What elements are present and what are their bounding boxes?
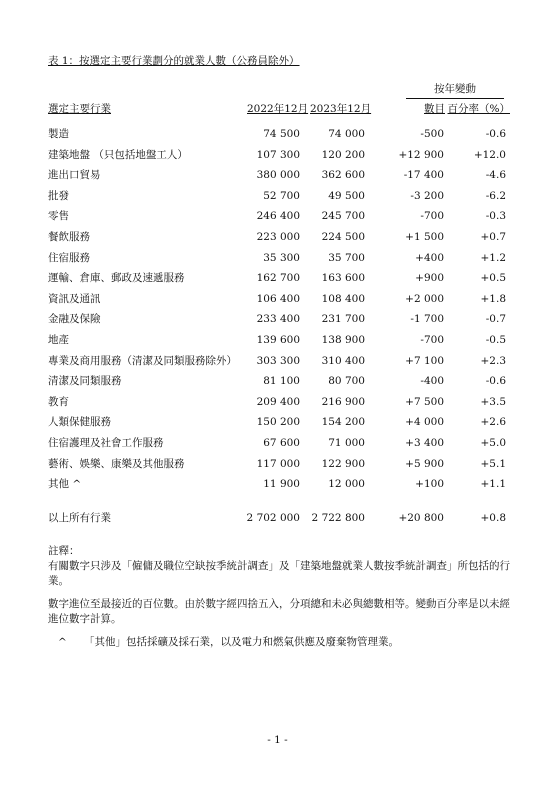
row-change-percent: -6.2 [485, 189, 506, 202]
column-header-change-number: 數目 [424, 103, 445, 115]
row-industry: 進出口貿易 [48, 169, 101, 182]
row-change-percent: +1.1 [480, 478, 506, 491]
row-value-2022: 209 400 [256, 395, 300, 408]
column-header-2023: 2023年12月 [310, 103, 372, 115]
row-change-number: +1 500 [405, 231, 444, 243]
table-title: 表 1：按選定主要行業劃分的就業人數（公務員除外） [48, 55, 300, 67]
row-industry: 教育 [48, 395, 69, 408]
row-value-2022: 35 300 [263, 251, 300, 264]
row-value-2023: 80 700 [328, 375, 365, 388]
table-row [0, 292, 555, 306]
row-value-2022: 303 300 [256, 354, 300, 367]
table-row [0, 230, 555, 244]
row-change-percent: -0.7 [485, 313, 506, 326]
column-header-2022: 2022年12月 [247, 103, 309, 115]
row-change-number: -700 [420, 210, 444, 223]
row-change-number: -3 200 [410, 189, 444, 202]
row-change-number: +5 900 [405, 457, 444, 470]
row-change-number: +900 [415, 272, 444, 285]
row-value-2022: 106 400 [256, 292, 300, 305]
row-change-number: +2 000 [405, 292, 444, 305]
row-value-2023: 154 200 [321, 416, 365, 429]
row-change-number: +100 [415, 478, 444, 491]
row-value-2022: 81 100 [263, 375, 300, 388]
row-value-2022: 139 600 [256, 334, 300, 346]
table-row [0, 209, 555, 223]
row-value-2022: 150 200 [256, 416, 300, 429]
row-industry: 金融及保險 [48, 313, 101, 326]
caret-note-text: 「其他」包括採礦及採石業，以及電力和燃氣供應及廢棄物管理業。 [84, 636, 399, 648]
row-value-2022: 11 900 [263, 478, 300, 491]
row-change-percent: +3.5 [480, 395, 506, 408]
table-row [0, 312, 555, 326]
table-row [0, 168, 555, 182]
row-industry: 專業及商用服務（清潔及同類服務除外） [48, 354, 237, 367]
row-industry: 批發 [48, 189, 69, 202]
row-industry: 住宿服務 [48, 251, 90, 264]
row-value-2023: 35 700 [328, 251, 365, 264]
row-change-percent: +2.3 [480, 354, 506, 367]
row-value-2023: 163 600 [321, 272, 365, 285]
total-2022: 2 702 000 [246, 512, 300, 524]
row-change-percent: +1.8 [480, 292, 506, 305]
row-value-2023: 122 900 [321, 457, 365, 470]
note-caret [48, 635, 510, 650]
table-row [0, 374, 555, 388]
table-row [0, 415, 555, 429]
row-change-percent: -4.6 [485, 169, 506, 182]
column-header-industry: 選定主要行業 [48, 103, 111, 115]
row-change-percent: +5.1 [480, 457, 506, 470]
row-change-number: +3 400 [405, 437, 444, 449]
row-change-percent: -0.6 [485, 128, 506, 140]
row-industry: 清潔及同類服務 [48, 375, 122, 388]
table-row [0, 457, 555, 471]
row-value-2023: 108 400 [321, 292, 365, 305]
row-change-number: -500 [420, 128, 444, 140]
row-change-percent: -0.3 [485, 210, 506, 223]
row-value-2023: 310 400 [321, 354, 365, 367]
row-industry: 地產 [48, 334, 69, 346]
table-row [0, 271, 555, 285]
row-industry: 運輸、倉庫、郵政及速遞服務 [48, 272, 185, 285]
row-value-2023: 49 500 [328, 189, 365, 202]
row-value-2023: 224 500 [321, 231, 365, 243]
row-value-2022: 67 600 [263, 437, 300, 449]
row-value-2023: 362 600 [321, 169, 365, 182]
row-change-number: +4 000 [405, 416, 444, 429]
table-row [0, 251, 555, 265]
row-change-number: +12 900 [398, 148, 444, 161]
row-change-number: +400 [415, 251, 444, 264]
total-2023: 2 722 800 [311, 512, 365, 524]
row-change-number: -400 [420, 375, 444, 388]
row-change-percent: +0.5 [480, 272, 506, 285]
row-change-number: -1 700 [410, 313, 444, 326]
row-change-number: +7 500 [405, 395, 444, 408]
row-change-percent: +1.2 [480, 251, 506, 264]
row-change-percent: +2.6 [480, 416, 506, 429]
row-industry: 藝術、娛樂、康樂及其他服務 [48, 457, 185, 470]
table-row [0, 148, 555, 162]
notes-section [48, 544, 510, 650]
row-change-percent: +12.0 [473, 148, 506, 161]
row-value-2022: 380 000 [256, 169, 300, 182]
row-value-2022: 223 000 [256, 231, 300, 243]
year-on-year-change-header: 按年變動 [406, 83, 504, 99]
row-value-2022: 233 400 [256, 313, 300, 326]
total-change: +20 800 [398, 512, 444, 524]
row-industry: 建築地盤 （只包括地盤工人） [48, 148, 188, 161]
note-1: 有關數字只涉及「僱傭及職位空缺按季統計調查」及「建築地盤就業人數按季統計調查」所包括的行業。 [48, 560, 510, 587]
row-value-2023: 138 900 [321, 334, 365, 346]
row-value-2022: 117 000 [256, 457, 300, 470]
row-industry: 住宿護理及社會工作服務 [48, 437, 164, 449]
row-change-percent: +0.7 [480, 231, 506, 243]
row-value-2023: 71 000 [328, 437, 365, 449]
total-percent: +0.8 [480, 512, 506, 524]
row-change-percent: -0.5 [485, 334, 506, 346]
row-value-2022: 74 500 [263, 128, 300, 140]
total-industry: 以上所有行業 [48, 512, 111, 524]
page-number: - 1 - [267, 734, 288, 746]
row-value-2022: 246 400 [256, 210, 300, 223]
table-row [0, 354, 555, 368]
row-industry: 資訊及通訊 [48, 292, 101, 305]
row-change-number: +7 100 [405, 354, 444, 367]
row-value-2023: 231 700 [321, 313, 365, 326]
row-industry: 零售 [48, 210, 69, 223]
row-value-2022: 162 700 [256, 272, 300, 285]
row-industry: 製造 [48, 128, 69, 140]
table-row [0, 189, 555, 203]
row-value-2022: 52 700 [263, 189, 300, 202]
row-value-2023: 74 000 [328, 128, 365, 140]
total-row [0, 511, 555, 525]
row-value-2023: 216 900 [321, 395, 365, 408]
notes-heading: 註釋： [48, 545, 80, 557]
row-industry: 其他 ^ [48, 478, 82, 491]
row-value-2023: 245 700 [321, 210, 365, 223]
table-row [0, 333, 555, 347]
row-change-number: -700 [420, 334, 444, 346]
row-value-2023: 12 000 [328, 478, 365, 491]
row-value-2022: 107 300 [256, 148, 300, 161]
row-change-percent: +5.0 [480, 437, 506, 449]
caret-symbol: ^ [58, 636, 67, 648]
row-change-percent: -0.6 [485, 375, 506, 388]
row-industry: 人類保健服務 [48, 416, 111, 429]
row-value-2023: 120 200 [321, 148, 365, 161]
row-change-number: -17 400 [403, 169, 444, 182]
note-2: 數字進位至最接近的百位數。由於數字經四捨五入，分項總和未必與總數相等。變動百分率是以未經進位數字計算。 [48, 598, 510, 625]
table-row [0, 477, 555, 491]
column-header-change-percent: 百分率（%） [447, 103, 510, 115]
table-row [0, 436, 555, 450]
table-row [0, 395, 555, 409]
table-row [0, 127, 555, 141]
row-industry: 餐飲服務 [48, 231, 90, 243]
